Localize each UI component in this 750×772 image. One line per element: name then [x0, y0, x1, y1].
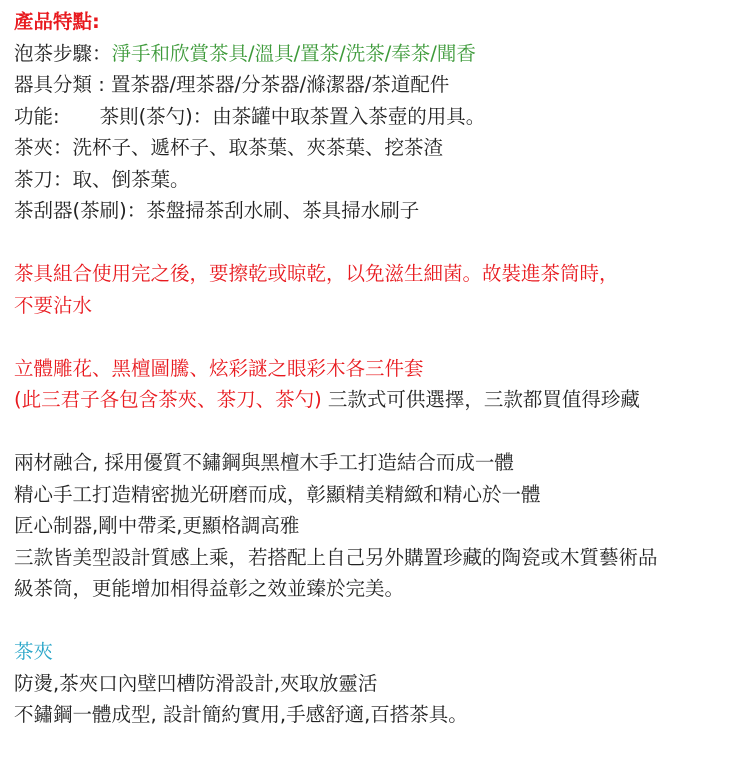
- steps-label: 泡茶步驟：: [14, 41, 112, 65]
- steps-line: [14, 38, 750, 70]
- care-note-line-1: 茶具組合使用完之後，要擦乾或晾乾，以免滋生細菌。故裝進茶筒時，: [14, 262, 619, 285]
- spacer: [14, 416, 750, 448]
- spacer: [14, 227, 750, 259]
- tongs-line: 茶夾：洗杯子、遞杯子、取茶葉、夾茶葉、挖茶渣: [14, 136, 444, 159]
- craft-line-4: 三款皆美型設計質感上乘，若搭配上自己另外購置珍藏的陶瓷或木質藝術品: [14, 545, 658, 569]
- tongs-section-title: 茶夾: [14, 640, 54, 663]
- craft-line-5: 級茶筒，更能增加相得益彰之效並臻於完美。: [14, 577, 405, 600]
- sets-contents: (此三君子各包含茶夾、茶刀、茶勺): [14, 388, 322, 411]
- sets-options: 三款式可供選擇，三款都買值得珍藏: [321, 388, 640, 411]
- spacer: [14, 321, 750, 353]
- brush-line: 茶刮器(茶刷)：茶盤掃茶刮水刷、茶具掃水刷子: [14, 199, 420, 222]
- craft-line-1: 兩材融合, 採用優質不鏽鋼與黑檀木手工打造結合而成一體: [14, 451, 514, 474]
- sets-line-1: 立體雕花、黑檀圖騰、炫彩謎之眼彩木各三件套: [14, 356, 424, 380]
- craft-line-2: 精心手工打造精密拋光研磨而成，彰顯精美精緻和精心於一體: [14, 482, 541, 506]
- tongs-section-line-1: 防燙,茶夾口內壁凹槽防滑設計,夾取放靈活: [14, 671, 378, 695]
- sets-line-2: [14, 384, 750, 416]
- category-line: 器具分類 : 置茶器/理茶器/分茶器/滌潔器/茶道配件: [14, 73, 450, 96]
- care-note-line-2: 不要沾水: [14, 293, 93, 317]
- spacer: [14, 605, 750, 637]
- function-label: 功能:: [14, 104, 60, 128]
- craft-line-3: 匠心制器,剛中帶柔,更顯格調高雅: [14, 514, 300, 537]
- function-value: 茶則(茶勺)：由茶罐中取茶置入茶壺的用具。: [99, 104, 486, 128]
- tongs-section-line-2: 不鏽鋼一體成型, 設計簡約實用,手感舒適,百搭茶具。: [14, 703, 468, 726]
- knife-line: 茶刀：取、倒茶葉。: [14, 167, 190, 191]
- steps-value: 淨手和欣賞茶具/溫具/置茶/洗茶/奉茶/聞香: [111, 41, 476, 65]
- function-line: [14, 101, 750, 133]
- features-title: 產品特點:: [14, 10, 100, 33]
